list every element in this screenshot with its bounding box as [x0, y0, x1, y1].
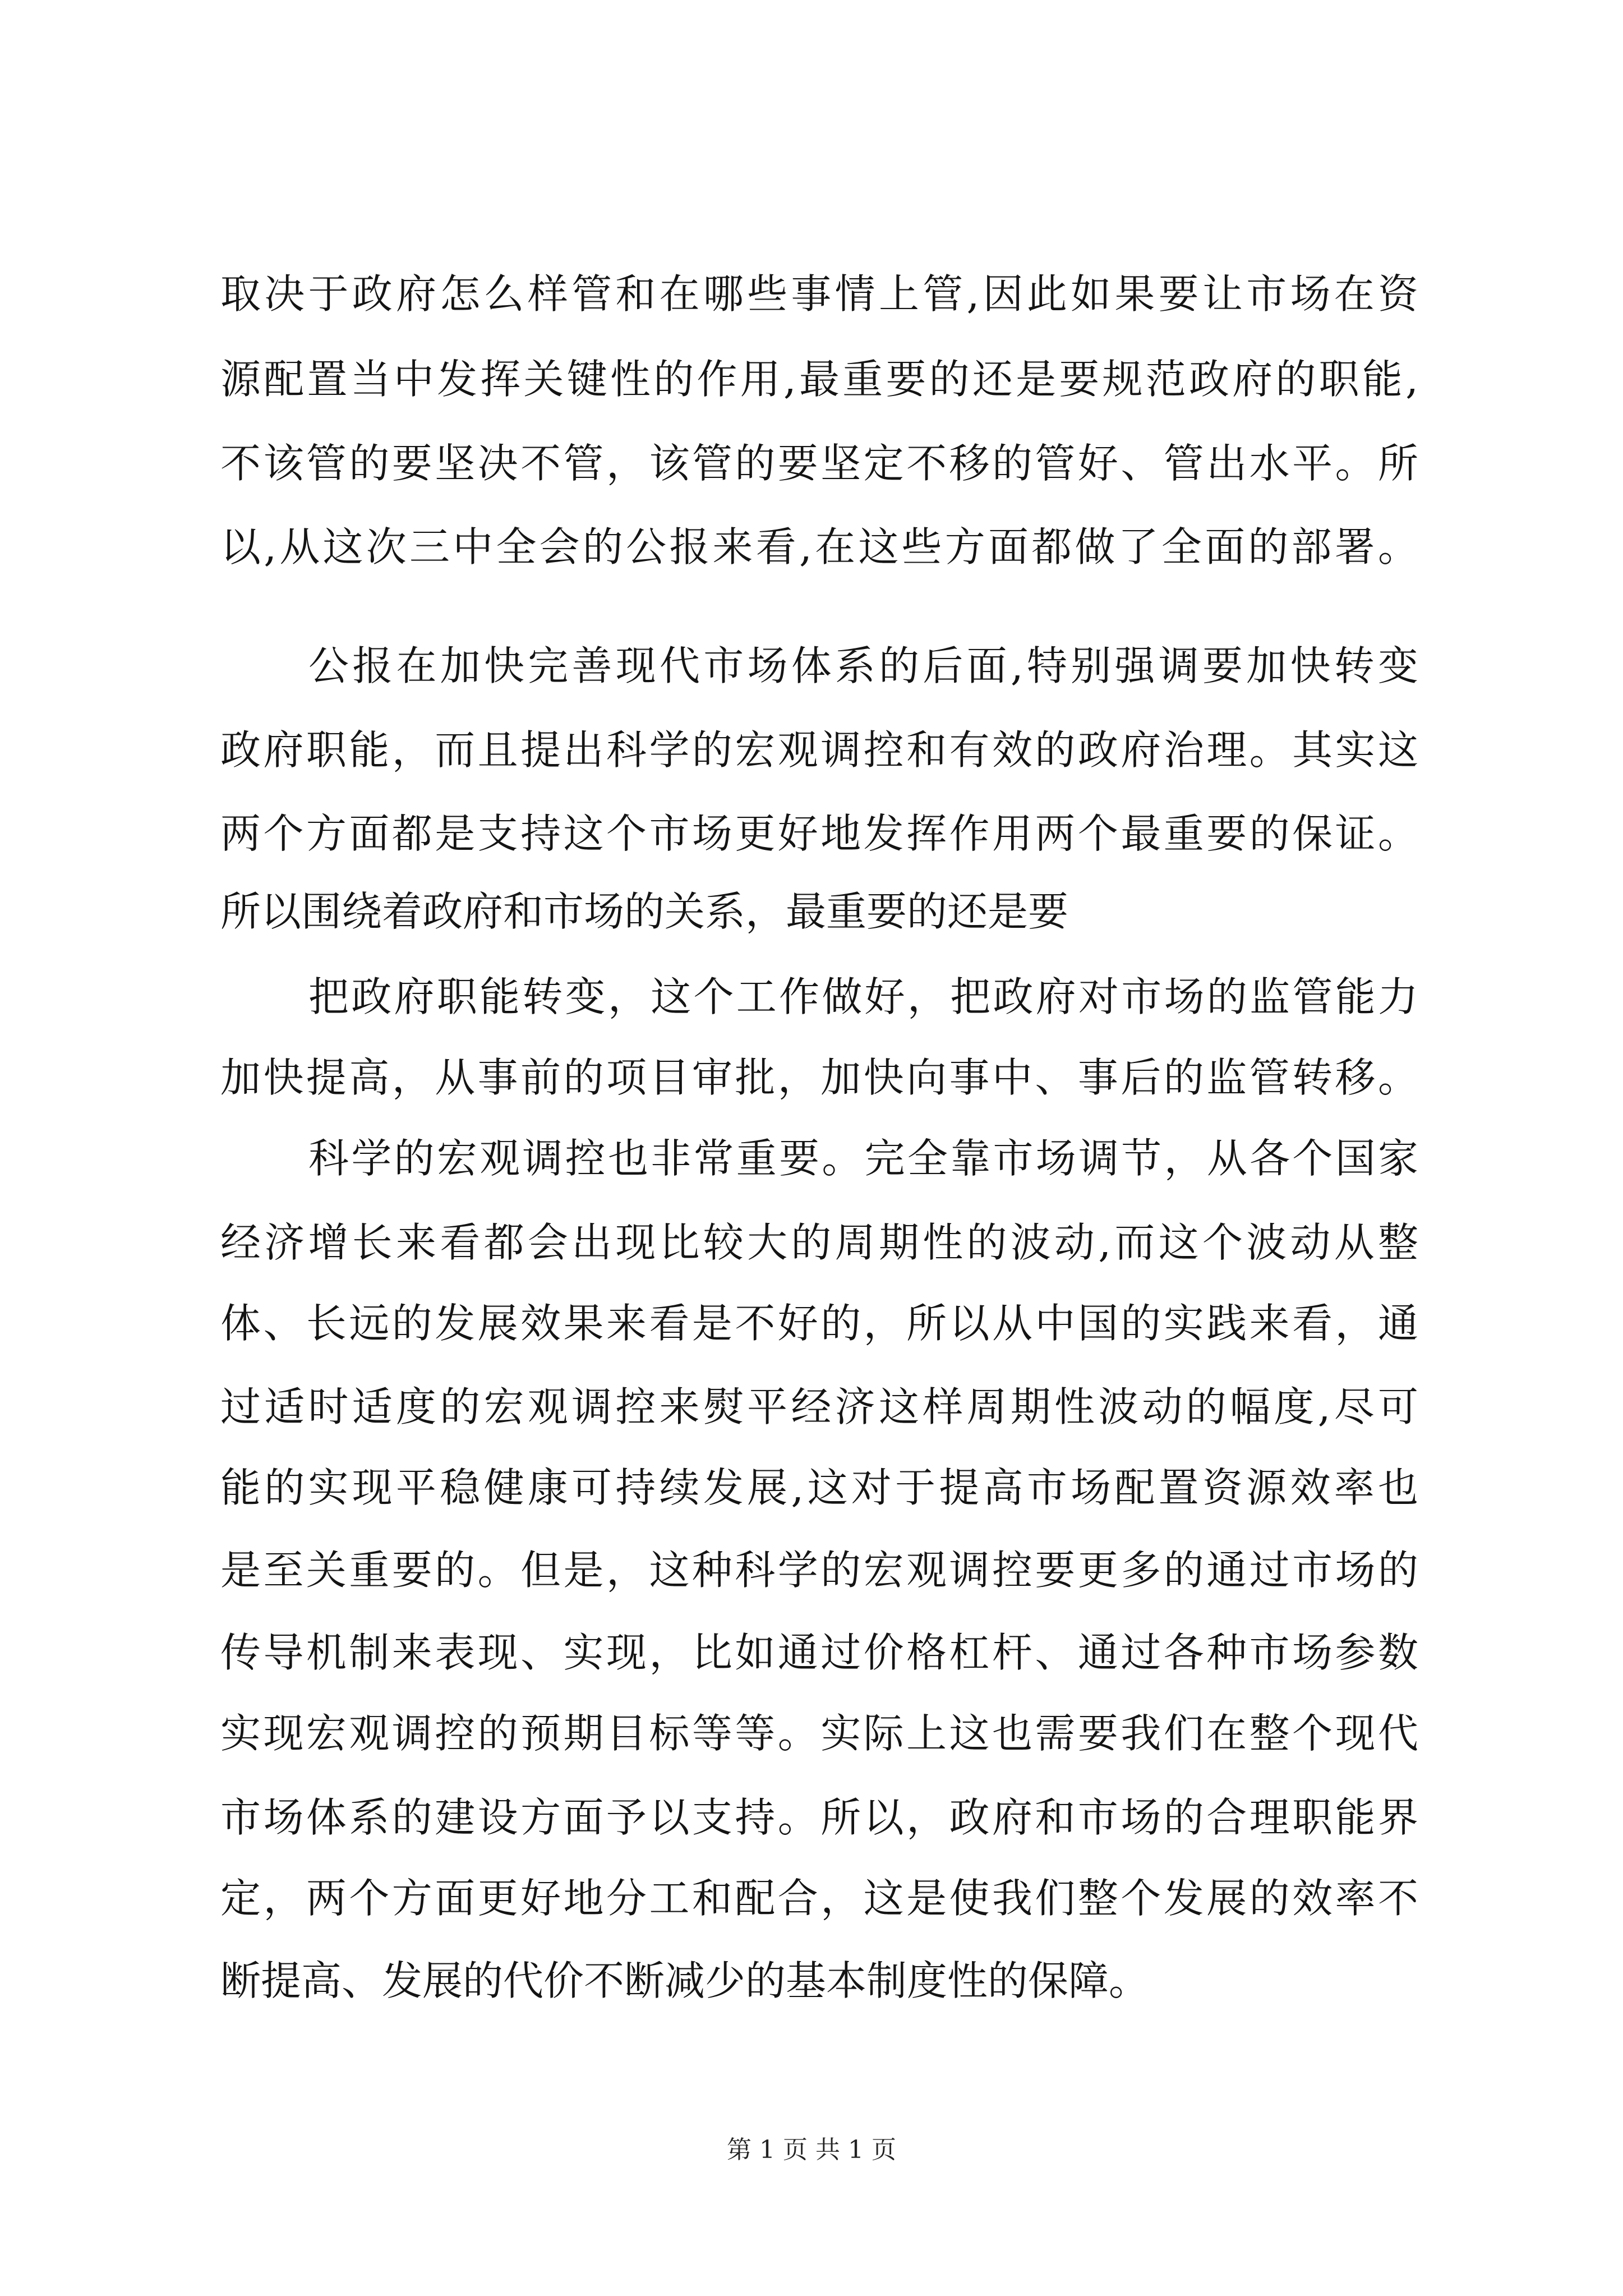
text-line: 把政府职能转变，这个工作做好，把政府对市场的监管能力 [308, 973, 1418, 1020]
text-line: 体、长远的发展效果来看是不好的，所以从中国的实践来看，通 [220, 1300, 1418, 1347]
text-line: 是至关重要的。但是，这种科学的宏观调控要更多的通过市场的 [220, 1547, 1418, 1594]
text-line: 定，两个方面更好地分工和配合，这是使我们整个发展的效率不 [220, 1875, 1418, 1922]
text-line: 过适时适度的宏观调控来熨平经济这样周期性波动的幅度,尽可 [220, 1383, 1418, 1430]
text-line: 两个方面都是支持这个市场更好地发挥作用两个最重要的保证。 [220, 810, 1418, 857]
text-line: 实现宏观调控的预期目标等等。实际上这也需要我们在整个现代 [220, 1710, 1418, 1757]
text-line: 市场体系的建设方面予以支持。所以，政府和市场的合理职能界 [220, 1794, 1418, 1841]
text-line: 经济增长来看都会出现比较大的周期性的波动,而这个波动从整 [220, 1219, 1418, 1266]
text-line: 加快提高，从事前的项目审批，加快向事中、事后的监管转移。 [220, 1054, 1418, 1101]
text-line: 不该管的要坚决不管，该管的要坚定不移的管好、管出水平。所 [220, 440, 1418, 487]
text-line: 以,从这次三中全会的公报来看,在这些方面都做了全面的部署。 [220, 523, 1418, 570]
text-line: 政府职能，而且提出科学的宏观调控和有效的政府治理。其实这 [220, 726, 1418, 774]
text-line: 能的实现平稳健康可持续发展,这对于提高市场配置资源效率也 [220, 1464, 1418, 1511]
text-line: 断提高、发展的代价不断减少的基本制度性的保障。 [220, 1957, 1150, 2004]
text-line: 取决于政府怎么样管和在哪些事情上管,因此如果要让市场在资 [220, 270, 1418, 318]
text-line: 公报在加快完善现代市场体系的后面,特别强调要加快转变 [308, 642, 1418, 689]
text-line: 科学的宏观调控也非常重要。完全靠市场调节，从各个国家 [308, 1135, 1418, 1182]
text-line: 传导机制来表现、实现，比如通过价格杠杆、通过各种市场参数 [220, 1629, 1418, 1676]
page-number-footer: 第 1 页 共 1 页 [727, 2136, 896, 2164]
text-line: 源配置当中发挥关键性的作用,最重要的还是要规范政府的职能, [220, 356, 1418, 403]
text-line: 所以围绕着政府和市场的关系，最重要的还是要 [220, 888, 1069, 935]
